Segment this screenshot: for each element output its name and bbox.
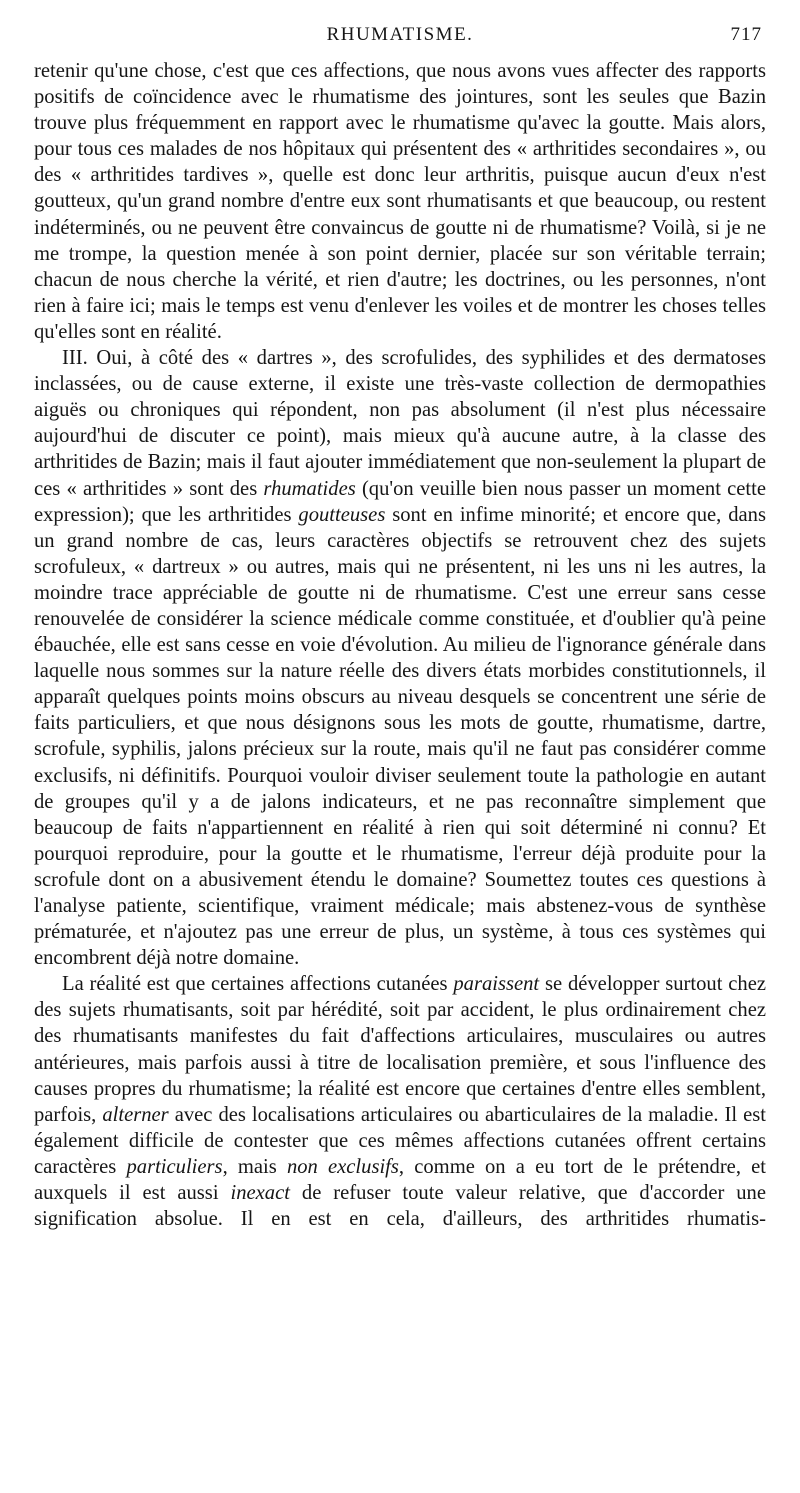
text-run: III. Oui, à côté des « dartres », des scrofulides, des syphilides et des dermatoses inclassées, ou de cause externe, il existe une très-vaste collection de dermopathies aiguës ou chroniques qui répondent, non pas absolument (il n'est plus nécessaire aujourd'hui de discuter ce point), mais mieux qu'à aucune autre, à la classe des arthritides de Bazin; mais il faut ajouter immédiatement que non-seulement la plupart de ces « arthritides » sont des	[34, 347, 766, 500]
paragraph	[34, 58, 766, 345]
body-text	[34, 58, 766, 1232]
italic-text: rhumatides	[263, 477, 356, 500]
paragraph	[34, 345, 766, 971]
running-header	[34, 24, 766, 50]
text-run: La réalité est que certaines affections cutanées	[62, 973, 454, 996]
italic-text: particuliers	[126, 1155, 223, 1178]
paragraph	[34, 971, 766, 1232]
text-run: avec des localisations articulaires ou abarticulaires de la maladie. Il est également difficile de contester que ces mêmes affections cutanées offrent certains caractères	[34, 1103, 766, 1178]
text-run: (qu'on veuille bien nous passer un moment cette expression); que les arthritides	[34, 477, 766, 526]
text-run: , comme on a eu tort de le prétendre, et auxquels il est aussi	[34, 1155, 766, 1205]
text-run: sont en infime minorité; et encore que, dans un grand nombre de cas, leurs caractères objectifs se retrouvent chez des sujets scrofuleux, « dartreux » ou autres, mais qui ne présentent, ni les uns ni les autres, la moindre trace appréciable de goutte ni de rhumatisme. C'est une erreur sans cesse renouvelée de considérer la science médicale comme constituée, et d'oublier qu'à peine ébauchée, elle est sans cesse en voie d'évolution. Au milieu de l'ignorance générale dans laquelle nous sommes sur la nature réelle des divers états morbides constitutionnels, il apparaît quelques points moins obscurs au niveau desquels se concentrent une série de faits particuliers, et que nous désignons sous les mots de goutte, rhumatisme, dartre, scrofule, syphilis, jalons précieux sur la route, mais qu'il ne faut pas considérer comme exclusifs, ni définitifs. Pourquoi vouloir diviser seulement toute la pathologie en autant de groupes qu'il y a de jalons indicateurs, et ne pas reconnaître simplement que beaucoup de faits n'appartiennent en réalité à rien qui soit déterminé ni connu? Et pourquoi reproduire, pour la goutte et le rhumatisme, l'erreur déjà produite pour la scrofule dont on a abusivement étendu le domaine? Soumettez toutes ces questions à l'analyse patiente, scientifique, vraiment médicale; mais abstenez-vous de synthèse prématurée, et n'ajoutez pas une erreur de plus, un système, à tous ces systèmes qui encombrent déjà notre domaine.	[34, 503, 766, 970]
text-run: , mais	[222, 1155, 287, 1178]
running-title: RHUMATISME.	[326, 24, 474, 45]
italic-text: alterner	[102, 1103, 169, 1126]
text-run: de refuser toute valeur relative, que d'accorder une signification absolue. Il en est en cela, d'ailleurs, des arthritides rhumatis-	[34, 1182, 766, 1231]
text-run: se développer surtout chez des sujets rhumatisants, soit par hérédité, soit par accident, le plus ordinairement chez des rhumatisants manifestes du fait d'affections articulaires, musculaires ou autres antérieures, mais parfois aussi à titre de localisation première, et sous l'influence des causes propres du rhumatisme; la réalité est encore que certaines d'entre elles semblent, parfois,	[34, 973, 766, 1126]
italic-text: paraissent	[453, 973, 540, 996]
italic-text: inexact	[230, 1182, 290, 1205]
page-number: 717	[730, 24, 762, 45]
text-run: retenir qu'une chose, c'est que ces affections, que nous avons vues affecter des rapports positifs de coïncidence avec le rhumatisme des jointures, sont les seules que Bazin trouve plus fréquemment en rapport avec le rhumatisme qu'avec la goutte. Mais alors, pour tous ces malades de nos hôpitaux qui présentent des « arthritides secondaires », ou des « arthritides tardives », quelle est donc leur arthritis, puisque aucun d'eux n'est goutteux, qu'un grand nombre d'entre eux sont rhumatisants et que beaucoup, ou restent indéterminés, ou ne peuvent être convaincus de goutte ni de rhumatisme? Voilà, si je ne me trompe, la question menée à son point dernier, placée sur son véritable terrain; chacun de nous cherche la vérité, et rien d'autre; les doctrines, ou les personnes, n'ont rien à faire ici; mais le temps est venu d'enlever les voiles et de montrer les choses telles qu'elles sont en réalité.	[34, 60, 766, 343]
italic-text: non exclusifs	[286, 1155, 399, 1178]
italic-text: goutteuses	[298, 503, 386, 526]
